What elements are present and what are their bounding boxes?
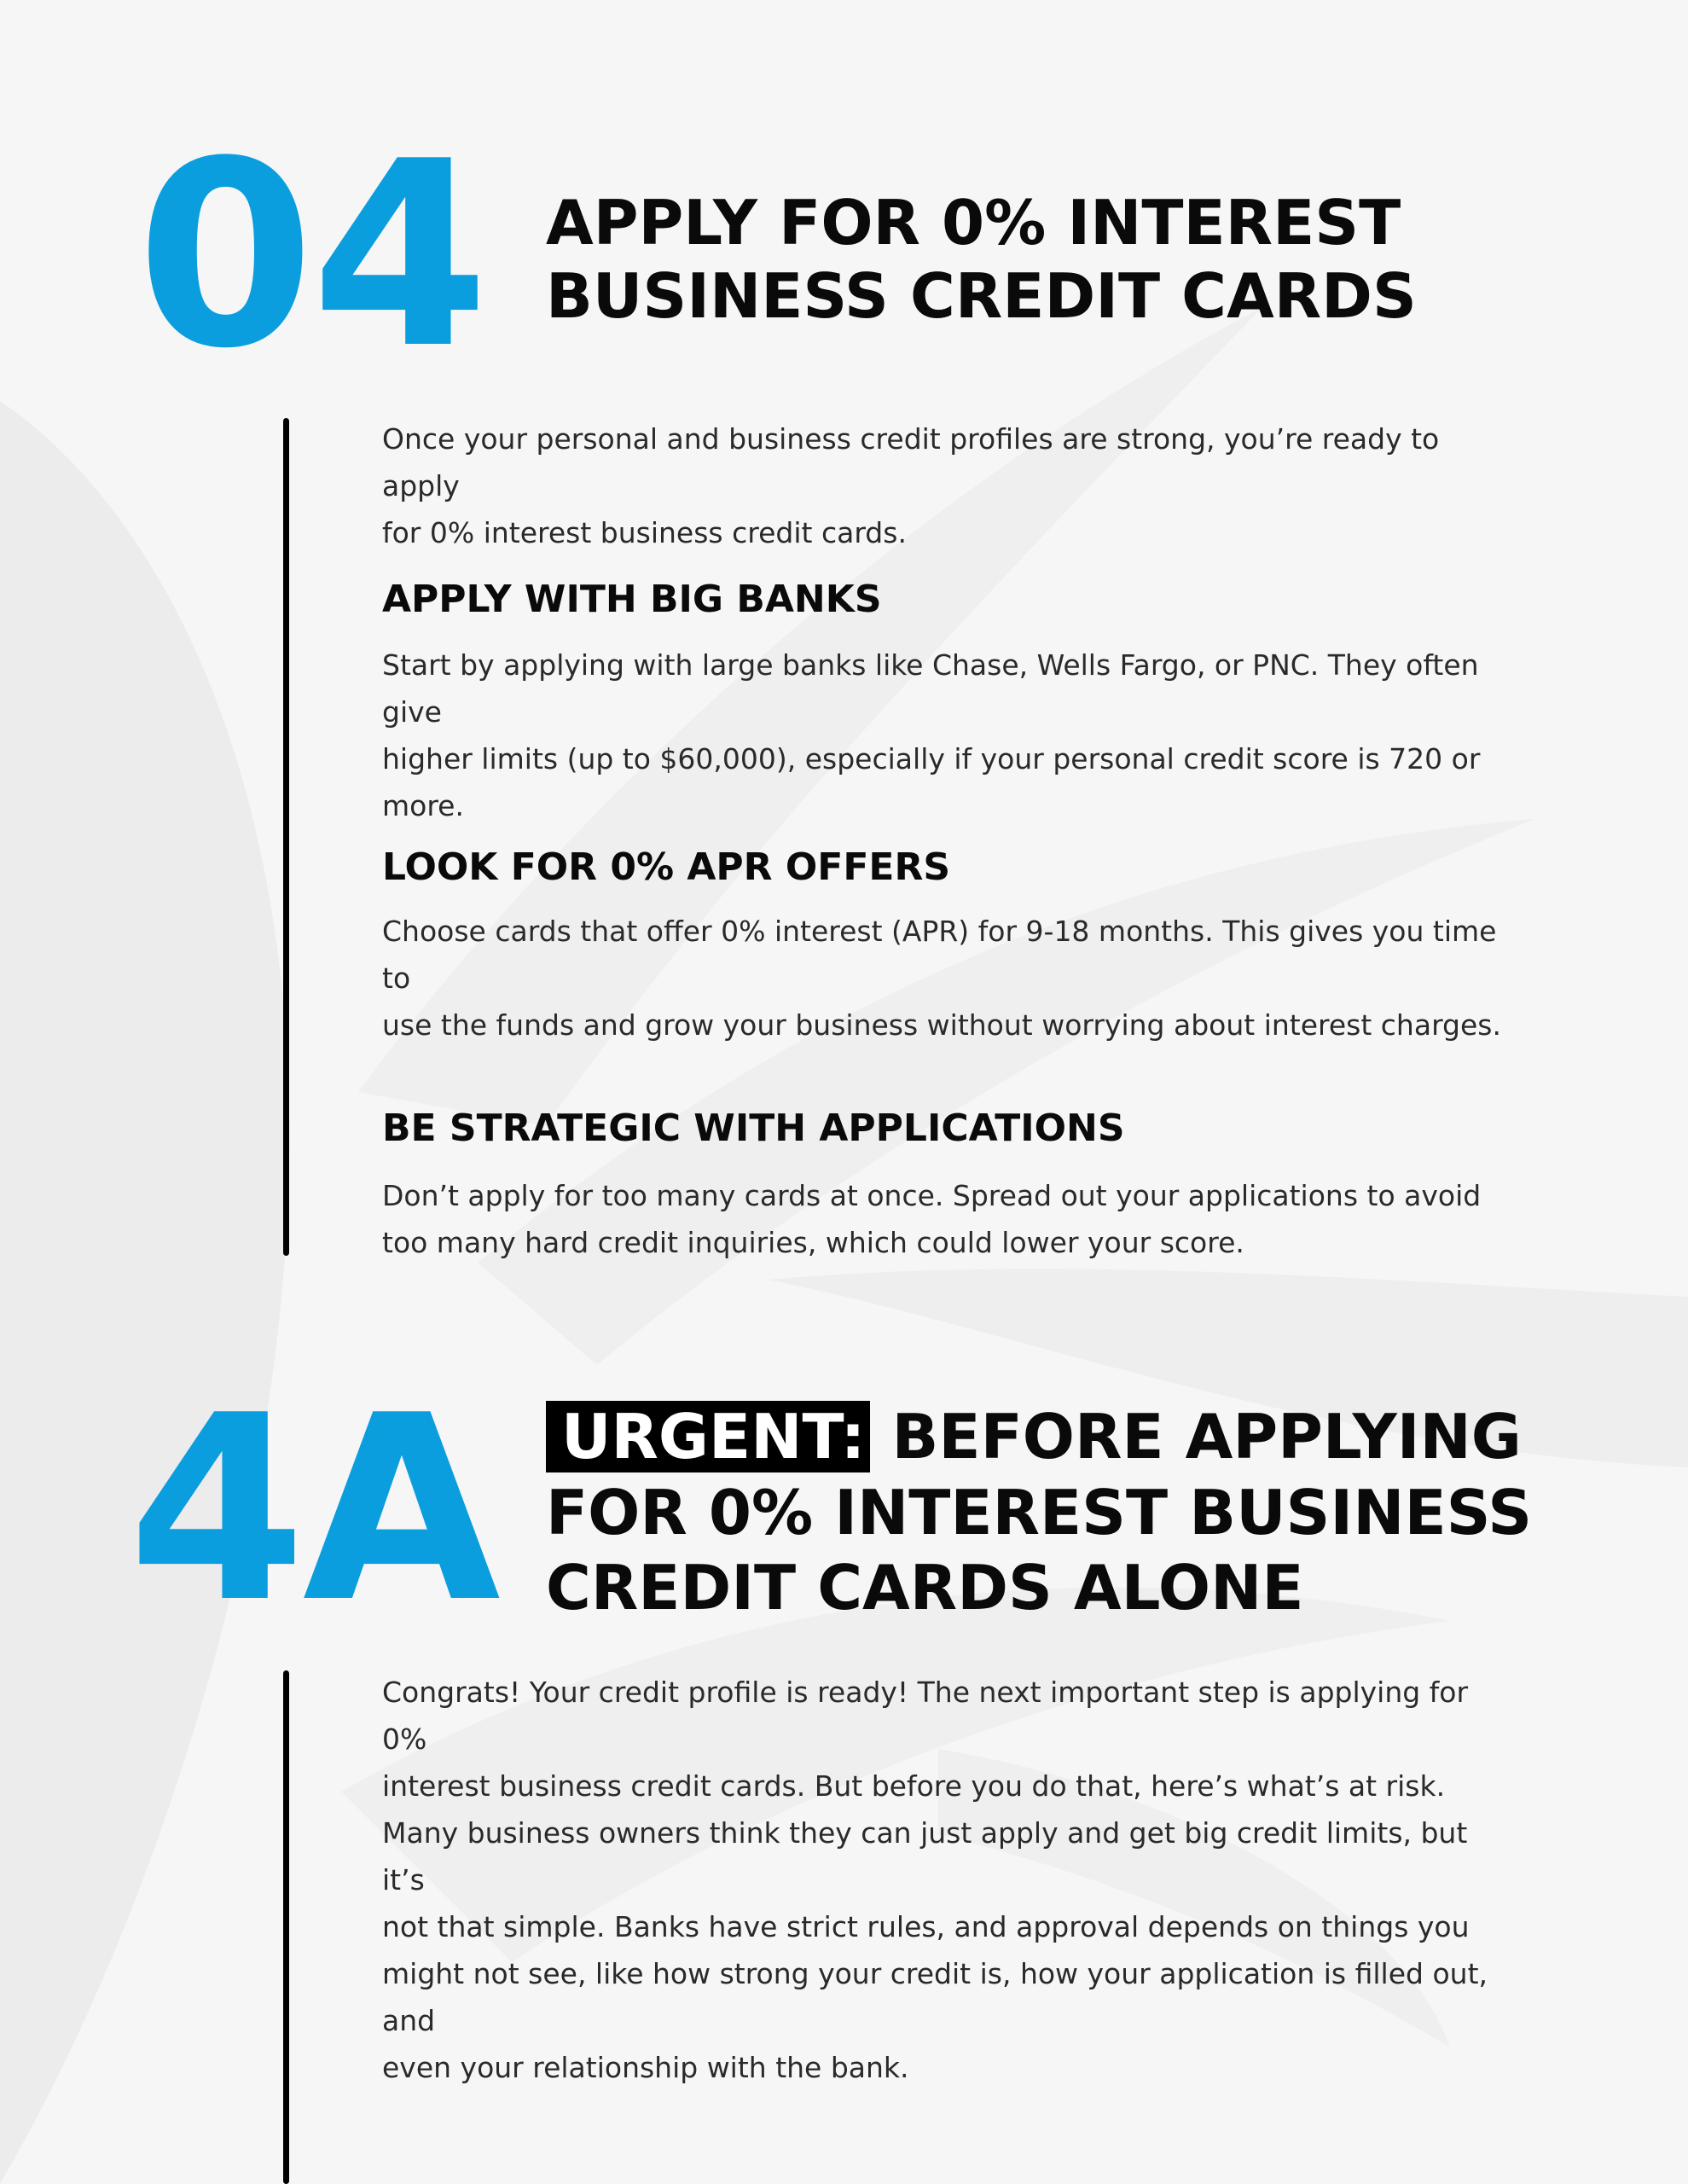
section-4a-title-line1-rest: BEFORE APPLYING [891,1401,1522,1472]
paragraph-line: might not see, like how strong your credit is, how your application is filled out, and [382,1957,1488,2037]
subheading-be-strategic-with-applications: BE STRATEGIC WITH APPLICATIONS [382,1107,1125,1150]
paragraph-line: Start by applying with large banks like Chase, Wells Fargo, or PNC. They often give [382,648,1479,729]
section-number-4a: 4A [128,1361,497,1658]
paragraph-line: higher limits (up to $60,000), especially if your personal credit score is 720 or more. [382,742,1481,822]
paragraph-line: too many hard credit inquiries, which could lower your score. [382,1226,1244,1259]
section-04-intro-line2: for 0% interest business credit cards. [382,516,907,549]
section-4a-title-line1 [546,1399,1569,1475]
urgent-badge: URGENT: [546,1401,870,1472]
section-04-title-line2: BUSINESS CREDIT CARDS [546,260,1417,333]
section-4a-title-line3: CREDIT CARDS ALONE [546,1552,1304,1624]
section-4a-paragraph-1 [382,1669,1517,1809]
section-04-divider-bar [283,418,289,1256]
section-4a-divider-bar [283,1670,289,2184]
section-4a-paragraph-2 [382,1809,1517,2091]
section-04-title [546,186,1569,334]
section-04-title-line1: APPLY FOR 0% INTEREST [546,187,1401,258]
section-04-intro-line1: Once your personal and business credit profiles are strong, you’re ready to apply [382,422,1440,502]
section-4a-title-line2: FOR 0% INTEREST BUSINESS [546,1476,1533,1548]
paragraph-line: not that simple. Banks have strict rules, and approval depends on things you [382,1910,1470,1943]
paragraph-line: Congrats! Your credit profile is ready! The next important step is applying for 0% [382,1676,1469,1756]
section-04-intro [382,415,1517,556]
paragraph-look-for-0-apr-offers [382,908,1517,1048]
paragraph-apply-with-big-banks [382,642,1517,829]
paragraph-line: interest business credit cards. But before you do that, here’s what’s at risk. [382,1769,1446,1803]
paragraph-line: Don’t apply for too many cards at once. Spread out your applications to avoid [382,1179,1482,1212]
section-4a-title [546,1399,1569,1626]
paragraph-be-strategic-with-applications [382,1172,1517,1266]
paragraph-line: even your relationship with the bank. [382,2051,909,2084]
subheading-look-for-0-apr-offers: LOOK FOR 0% APR OFFERS [382,845,951,889]
section-number-04: 04 [136,107,486,404]
paragraph-line: use the funds and grow your business without worrying about interest charges. [382,1008,1501,1042]
paragraph-line: Choose cards that offer 0% interest (APR) for 9-18 months. This gives you time to [382,915,1497,995]
subheading-apply-with-big-banks: APPLY WITH BIG BANKS [382,578,882,621]
paragraph-line: Many business owners think they can just apply and get big credit limits, but it’s [382,1816,1468,1896]
